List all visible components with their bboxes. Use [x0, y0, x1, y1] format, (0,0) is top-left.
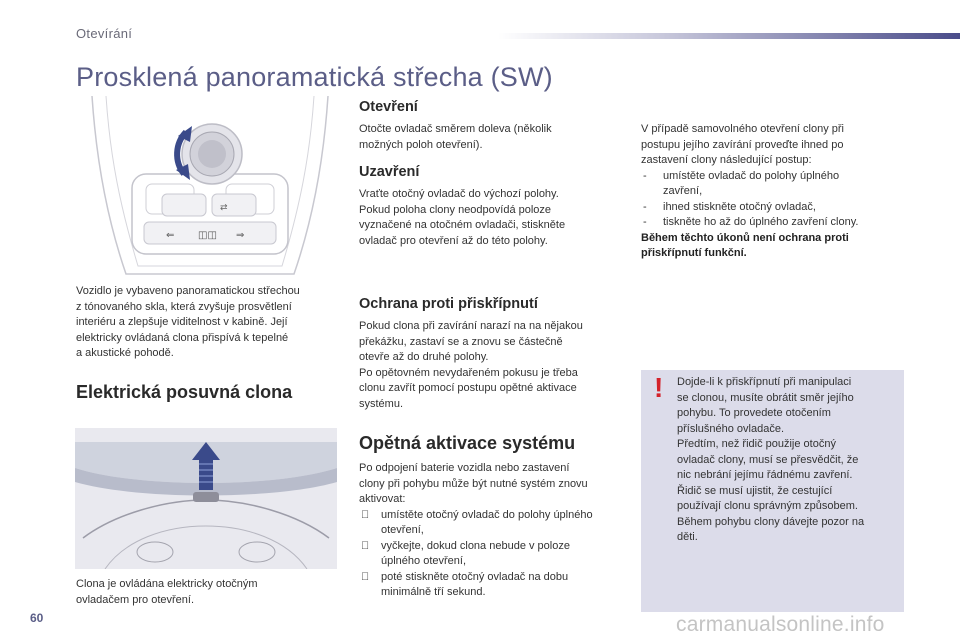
dash-marker: - — [643, 216, 647, 228]
text-line: clonu zavřít pomocí postupu opětné aktivace — [359, 382, 577, 394]
open-text — [359, 122, 629, 153]
warning-line: příslušného ovladače. — [677, 422, 785, 435]
svg-text:⇒: ⇒ — [236, 230, 245, 241]
text-line: Po odpojení baterie vozidla nebo zastavení — [359, 462, 570, 474]
text-line: překážku, zastaví se a znovu se částečně — [359, 335, 563, 348]
text-line: Vraťte otočný ovladač do výchozí polohy. — [359, 188, 559, 200]
bullet-icon — [361, 539, 369, 555]
right-steps — [641, 169, 911, 231]
dash-marker: - — [643, 200, 647, 213]
bold-line: Během těchto úkonů není ochrana proti — [641, 231, 849, 244]
caption-line: ovladačem pro otevření. — [76, 593, 195, 606]
close-text — [359, 187, 629, 249]
svg-text:⇄: ⇄ — [220, 203, 228, 213]
text-line: V případě samovolného otevření clony při — [641, 123, 845, 135]
intro-line: elektricky ovládaná clona přispívá k tepelné — [76, 331, 289, 344]
text-line: aktivovat: — [359, 493, 406, 505]
heading-anti-pinch: Ochrana proti přiskřípnutí — [359, 296, 538, 312]
heading-close: Uzavření — [359, 164, 420, 180]
heading-electric-blind: Elektrická posuvná clona — [76, 382, 293, 402]
warning-line: Během pohybu clony dávejte pozor na — [677, 515, 865, 528]
svg-text:◫◫: ◫◫ — [198, 230, 217, 241]
reactivation-text — [359, 461, 639, 601]
text-line: možných poloh otevření). — [359, 138, 483, 151]
list-item — [359, 570, 639, 601]
warning-line: Řidič se musí ujistit, že cestující — [677, 484, 833, 497]
watermark: carmanualsonline.info — [676, 613, 885, 636]
warning-line: Dojde-li k přiskřípnutí při manipulaci — [677, 376, 852, 388]
item-line: zavření, — [663, 185, 703, 197]
list-item — [359, 508, 639, 539]
text-line: otevře až do druhé polohy. — [359, 351, 489, 363]
text-line: ovladač pro otevření až do této polohy. — [359, 234, 548, 247]
panoramic-roof-illustration — [75, 428, 337, 569]
text-line: vyznačené na otočném ovladači, stiskněte — [359, 219, 566, 231]
right-text — [641, 122, 911, 262]
text-line: zastavení clony následující postup: — [641, 154, 812, 166]
item-line: vyčkejte, dokud clona nebude v poloze — [381, 539, 570, 552]
intro-line: a akustické pohodě. — [76, 347, 174, 359]
text-line: clony při pohybu může být nutné systém znovu — [359, 477, 588, 490]
warning-line: ovladač clony, musí se přesvědčit, že — [677, 453, 859, 466]
section-label: Otevírání — [76, 26, 133, 41]
warning-line: nic nebrání jejímu řádnému zavření. — [677, 469, 853, 481]
page-title: Prosklená panoramatická střecha (SW) — [76, 62, 553, 92]
bullet-icon — [361, 570, 369, 586]
text-line: systému. — [359, 397, 404, 410]
intro-line: interiéru a zlepšuje viditelnost v kabině. Její — [76, 316, 288, 328]
bold-line: přiskřípnutí funkční. — [641, 247, 747, 259]
text-line: Otočte ovladač směrem doleva (několik — [359, 123, 552, 135]
item-line: umístěte ovladač do polohy úplného — [663, 169, 840, 182]
warning-line: děti. — [677, 531, 698, 543]
warning-line: Předtím, než řidič použije otočný — [677, 438, 836, 450]
item-line: tiskněte ho až do úplného zavření clony. — [663, 216, 859, 228]
anti-pinch-text — [359, 319, 639, 412]
warning-line: se clonou, musíte obrátit směr jejího — [677, 391, 854, 404]
warning-icon: ! — [654, 372, 664, 403]
heading-reactivation: Opětná aktivace systému — [359, 433, 576, 453]
blind-caption — [76, 577, 336, 608]
caption-line: Clona je ovládána elektricky otočným — [76, 578, 258, 590]
item-line: otevření, — [381, 524, 424, 536]
item-line: poté stiskněte otočný ovladač na dobu — [381, 570, 569, 583]
item-line: minimálně tří sekund. — [381, 586, 486, 598]
list-item — [641, 169, 911, 200]
text-line: Pokud poloha clony neodpovídá poloze — [359, 203, 552, 216]
item-line: ihned stiskněte otočný ovladač, — [663, 200, 816, 213]
list-item — [641, 200, 911, 216]
text-line: Pokud clona při zavírání narazí na na nějakou — [359, 320, 583, 332]
item-line: úplného otevření, — [381, 555, 467, 567]
bullet-icon — [361, 508, 369, 524]
page-number: 60 — [30, 611, 44, 625]
text-line: postupu jejího zavírání proveďte ihned po — [641, 138, 844, 151]
ceiling-console-illustration — [86, 96, 334, 276]
list-item — [641, 215, 911, 231]
warning-line: používají clonu správným způsobem. — [677, 500, 858, 512]
header-bar — [498, 33, 960, 39]
dash-marker: - — [643, 169, 647, 182]
svg-text:⇐: ⇐ — [166, 230, 175, 241]
intro-line: z tónovaného skla, která zvyšuje prosvětlení — [76, 300, 292, 313]
reactivation-steps — [359, 508, 639, 601]
list-item — [359, 539, 639, 570]
warning-line: pohybu. To provedete otočením — [677, 407, 831, 419]
item-line: umístěte otočný ovladač do polohy úplného — [381, 508, 593, 521]
text-line: Po opětovném nevydařeném pokusu je třeba — [359, 366, 578, 379]
intro-text — [76, 284, 346, 362]
warning-text — [677, 375, 901, 546]
heading-open: Otevření — [359, 99, 418, 115]
intro-line: Vozidlo je vybaveno panoramatickou střechou — [76, 285, 300, 297]
